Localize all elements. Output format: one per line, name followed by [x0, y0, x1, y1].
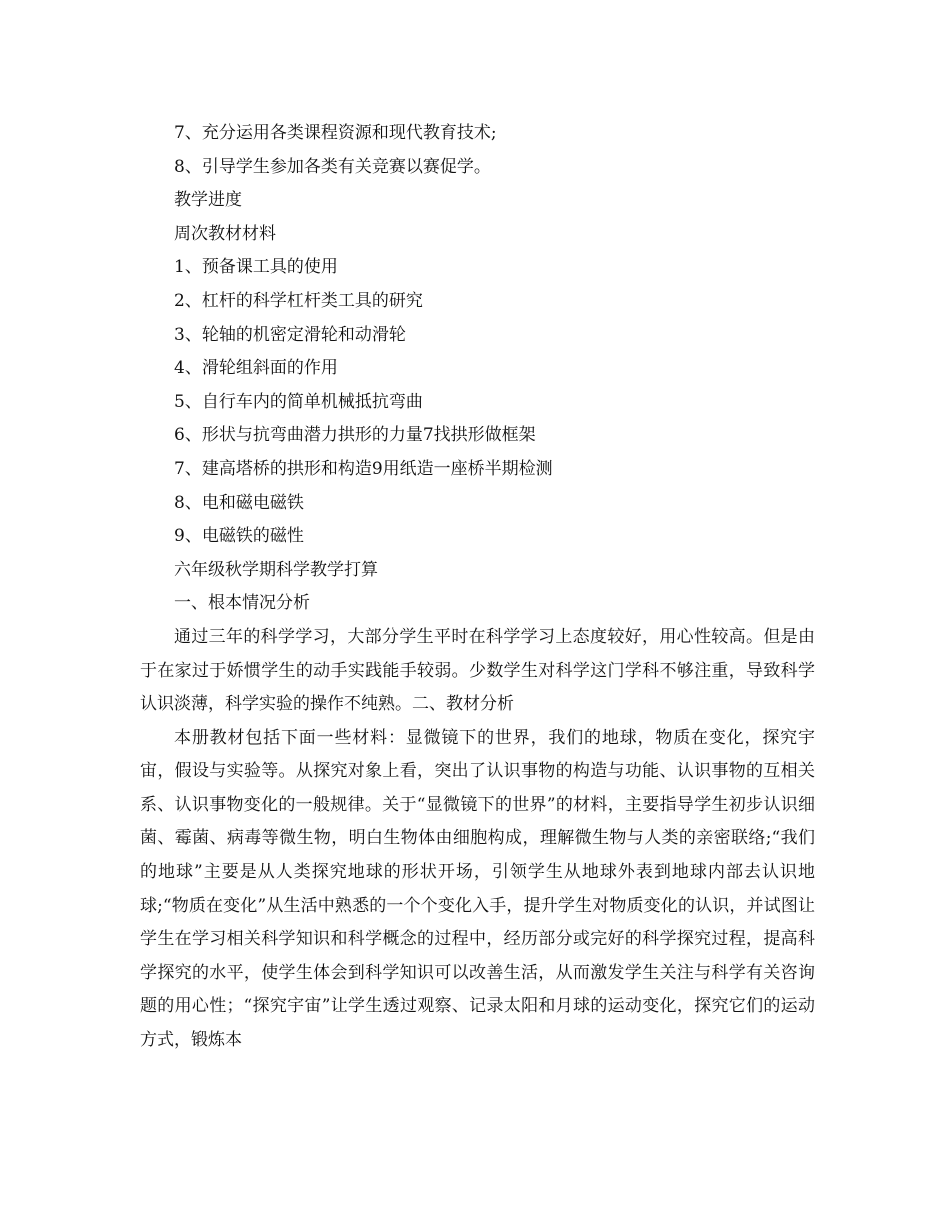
schedule-row: 4、滑轮组斜面的作用 — [174, 358, 338, 379]
schedule-row: 9、电磁铁的磁性 — [174, 526, 304, 547]
document-title: 六年级秋学期科学教学打算 — [174, 559, 378, 580]
list-item: 8、引导学生参加各类有关竞赛以赛促学。 — [174, 156, 491, 177]
table-header: 周次教材材料 — [174, 223, 276, 244]
section-heading: 一、根本情况分析 — [174, 593, 310, 614]
body-paragraph: 本册教材包括下面一些材料：显微镜下的世界，我们的地球，物质在变化，探究宇宙，假设与实验等。从探究对象上看，突出了认识事物的构造与功能、认识事物的互相关系、认识事物变化的一般规律。关于“显微镜下的世界”的材料，主要指导学生初步认识细菌、霉菌、病毒等微生物，明白生物体由细胞构成，理解微生物与人类的亲密联络;“我们的地球”主要是从人类探究地球的形状开场，引领学生从地球外表到地球内部去认识地球;“物质在变化”从生活中熟悉的一个个变化入手，提升学生对物质变化的认识，并试图让学生在学习相关科学知识和科学概念的过程中，经历部分或完好的科学探究过程，提高科学探究的水平，使学生体会到科学知识可以改善生活，从而激发学生关注与科学有关咨询题的用心性；“探究宇宙”让学生透过观察、记录太阳和月球的运动变化，探究它们的运动方式，锻炼本 — [140, 727, 815, 1051]
body-paragraph: 通过三年的科学学习，大部分学生平时在科学学习上态度较好，用心性较高。但是由于在家过于娇惯学生的动手实践能手较弱。少数学生对科学这门学科不够注重，导致科学认识淡薄，科学实验的操作不纯熟。二、教材分析 — [140, 626, 815, 715]
schedule-row: 7、建高塔桥的拱形和构造9用纸造一座桥半期检测 — [174, 458, 553, 479]
schedule-row: 2、杠杆的科学杠杆类工具的研究 — [174, 290, 423, 311]
schedule-row: 8、电和磁电磁铁 — [174, 492, 304, 513]
schedule-row: 6、形状与抗弯曲潜力拱形的力量7找拱形做框架 — [174, 425, 536, 446]
section-heading: 教学进度 — [174, 190, 242, 211]
schedule-row: 1、预备课工具的使用 — [174, 257, 338, 278]
document-body — [140, 117, 815, 1058]
schedule-row: 5、自行车内的简单机械抵抗弯曲 — [174, 391, 423, 412]
list-item: 7、充分运用各类课程资源和现代教育技术; — [174, 123, 497, 143]
schedule-row: 3、轮轴的机密定滑轮和动滑轮 — [174, 324, 406, 345]
